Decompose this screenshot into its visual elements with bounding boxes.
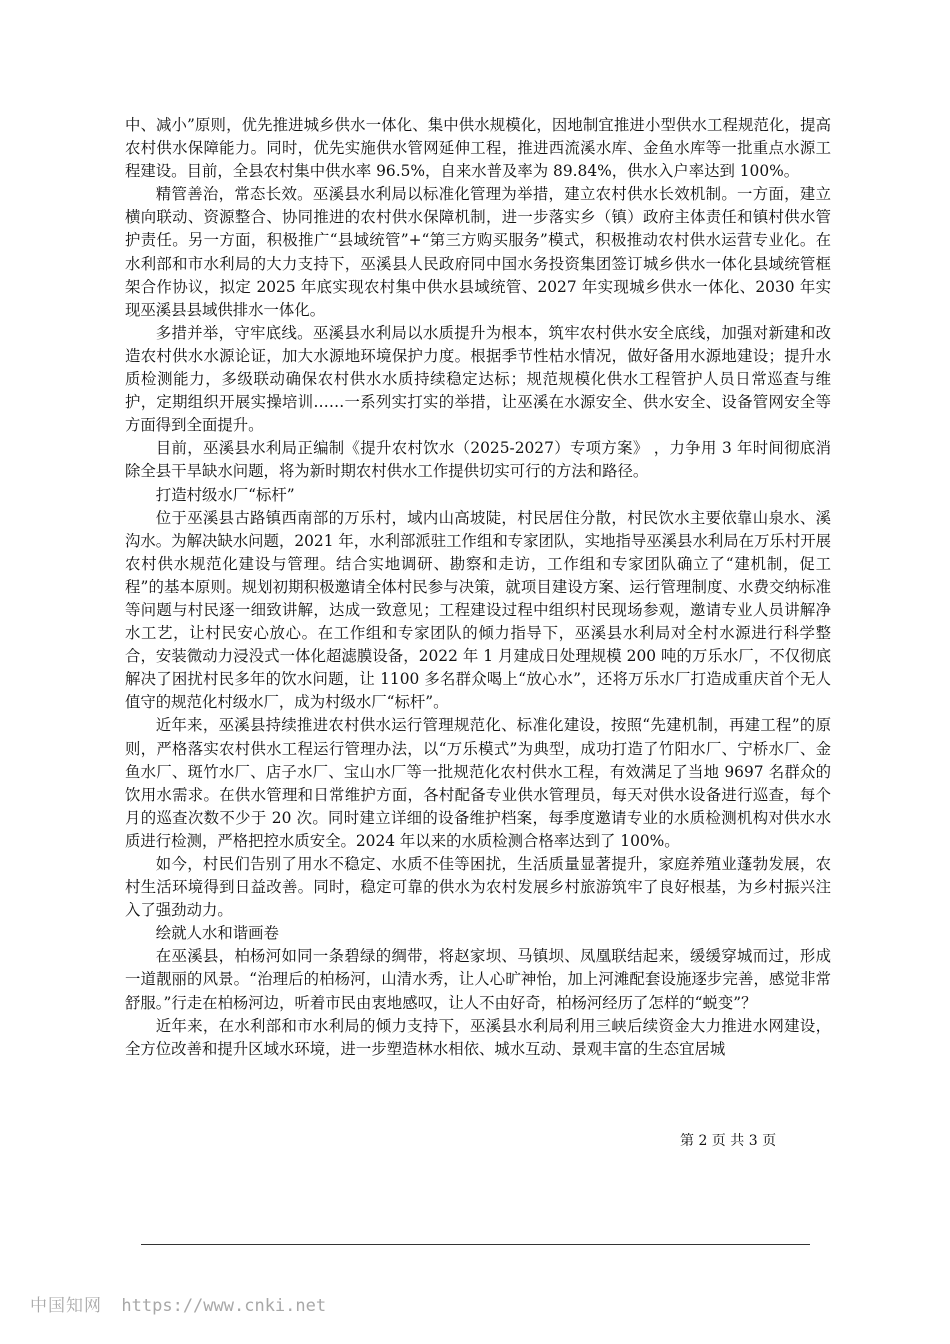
paragraph-measures: 多措并举，守牢底线。巫溪县水利局以水质提升为根本，筑牢农村供水安全底线，加强对新建和改造农村供水水源论证，加大水源地环境保护力度。根据季节性枯水情况，做好备用水源地建设；提升水质检测能力，多级联动确保农村供水水质持续稳定达标；规范规模化供水工程管护人员日常巡查与维护，定期组织开展实操培训……一系列实打实的举措，让巫溪在水源安全、供水安全、设备管网安全等方面得到全面提升。 (125, 323, 831, 435)
watermark-brand: 中国知网 (30, 1296, 102, 1316)
paragraph-continued: 中、减小”原则，优先推进城乡供水一体化、集中供水规模化，因地制宜推进小型供水工程规范化，提高农村供水保障能力。同时，优先实施供水管网延伸工程，推进西流溪水库、金鱼水库等一批重点水源工程建设。目前，全县农村集中供水率 96.5%，自来水普及率为 89.84%，供水入户率达到 100%。 (125, 116, 831, 181)
paragraph-management: 精管善治，常态长效。巫溪县水利局以标准化管理为举措，建立农村供水长效机制。一方面，建立横向联动、资源整合、协同推进的农村供水保障机制，进一步落实乡（镇）政府主体责任和镇村供水管护责任。另一方面，积极推广“县域统管”+“第三方购买服务”模式，积极推动农村供水运营专业化。在水利部和市水利局的大力支持下，巫溪县人民政府同中国水务投资集团签订城乡供水一体化县域统管框架合作协议，拟定 2025 年底实现农村集中供水县域统管、2027 年实现城乡供水一体化、2030 年实现巫溪县县域供排水一体化。 (125, 185, 831, 319)
paragraph-baiyang-river: 在巫溪县，柏杨河如同一条碧绿的绸带，将赵家坝、马镇坝、凤凰联结起来，缓缓穿城而过，形成一道靓丽的风景。“治理后的柏杨河，山清水秀，让人心旷神怡，加上河滩配套设施逐步完善，感觉非常舒服。”行走在柏杨河边，听着市民由衷地感叹，让人不由好奇，柏杨河经历了怎样的“蜕变”？ (125, 947, 831, 1012)
page-number: 第 2 页 共 3 页 (680, 1133, 777, 1149)
paragraph-recent-years: 近年来，巫溪县持续推进农村供水运行管理规范化、标准化建设，按照“先建机制，再建工程”的原则，严格落实农村供水工程运行管理办法，以“万乐模式”为典型，成功打造了竹阳水厂、宁桥水厂、金鱼水厂、斑竹水厂、店子水厂、宝山水厂等一批规范化农村供水工程，有效满足了当地 9697 名群众的饮用水需求。在供水管理和日常维护方面，各村配备专业供水管理员，每天对供水设备进行巡查，每个月的巡查次数不少于 20 次。同时建立详细的设备维护档案，每季度邀请专业的水质检测机构对供水水质进行检测，严格把控水质安全。2024 年以来的水质检测合格率达到了 100%。 (125, 716, 831, 850)
section-heading-harmony: 绘就人水和谐画卷 (155, 924, 279, 943)
cnki-watermark (30, 1294, 326, 1318)
paragraph-wanle-village: 位于巫溪县古路镇西南部的万乐村，域内山高坡陡，村民居住分散，村民饮水主要依靠山泉水、溪沟水。为解决缺水问题，2021 年，水利部派驻工作组和专家团队，实地指导巫溪县水利局在万乐村开展农村供水规范化建设与管理。结合实地调研、勘察和走访，工作组和专家团队确立了“建机制，促工程”的基本原则。规划初期积极邀请全体村民参与决策，就项目建设方案、运行管理制度、水费交纳标准等问题与村民逐一细致讲解，达成一致意见；工程建设过程中组织村民现场参观，邀请专业人员讲解净水工艺，让村民安心放心。在工作组和专家团队的倾力指导下，巫溪县水利局对全村水源进行科学整合，安装微动力浸没式一体化超滤膜设备，2022 年 1 月建成日处理规模 200 吨的万乐水厂，不仅彻底解决了困扰村民多年的饮水问题，让 1100 多名群众喝上“放心水”，还将万乐水厂打造成重庆首个无人值守的规范化村级水厂，成为村级水厂“标杆”。 (125, 508, 831, 712)
paragraph-villagers-today: 如今，村民们告别了用水不稳定、水质不佳等困扰，生活质量显著提升，家庭养殖业蓬勃发展，农村生活环境得到日益改善。同时，稳定可靠的供水为农村发展乡村旅游筑牢了良好根基，为乡村振兴注入了强劲动力。 (125, 855, 831, 920)
paragraph-current-plan: 目前，巫溪县水利局正编制《提升农村饮水（2025-2027）专项方案》 ，力争用 3 年时间彻底消除全县干旱缺水问题，将为新时期农村供水工作提供切实可行的方法和路径。 (125, 439, 831, 481)
article-body (125, 114, 831, 1061)
footer-divider (141, 1244, 810, 1245)
watermark-url: https://www.cnki.net (121, 1296, 327, 1316)
section-heading-village-plant: 打造村级水厂“标杆” (155, 485, 295, 504)
paragraph-water-network: 近年来，在水利部和市水利局的倾力支持下，巫溪县水利局利用三峡后续资金大力推进水网建设，全方位改善和提升区域水环境，进一步塑造林水相依、城水互动、景观丰富的生态宜居城 (125, 1016, 831, 1058)
